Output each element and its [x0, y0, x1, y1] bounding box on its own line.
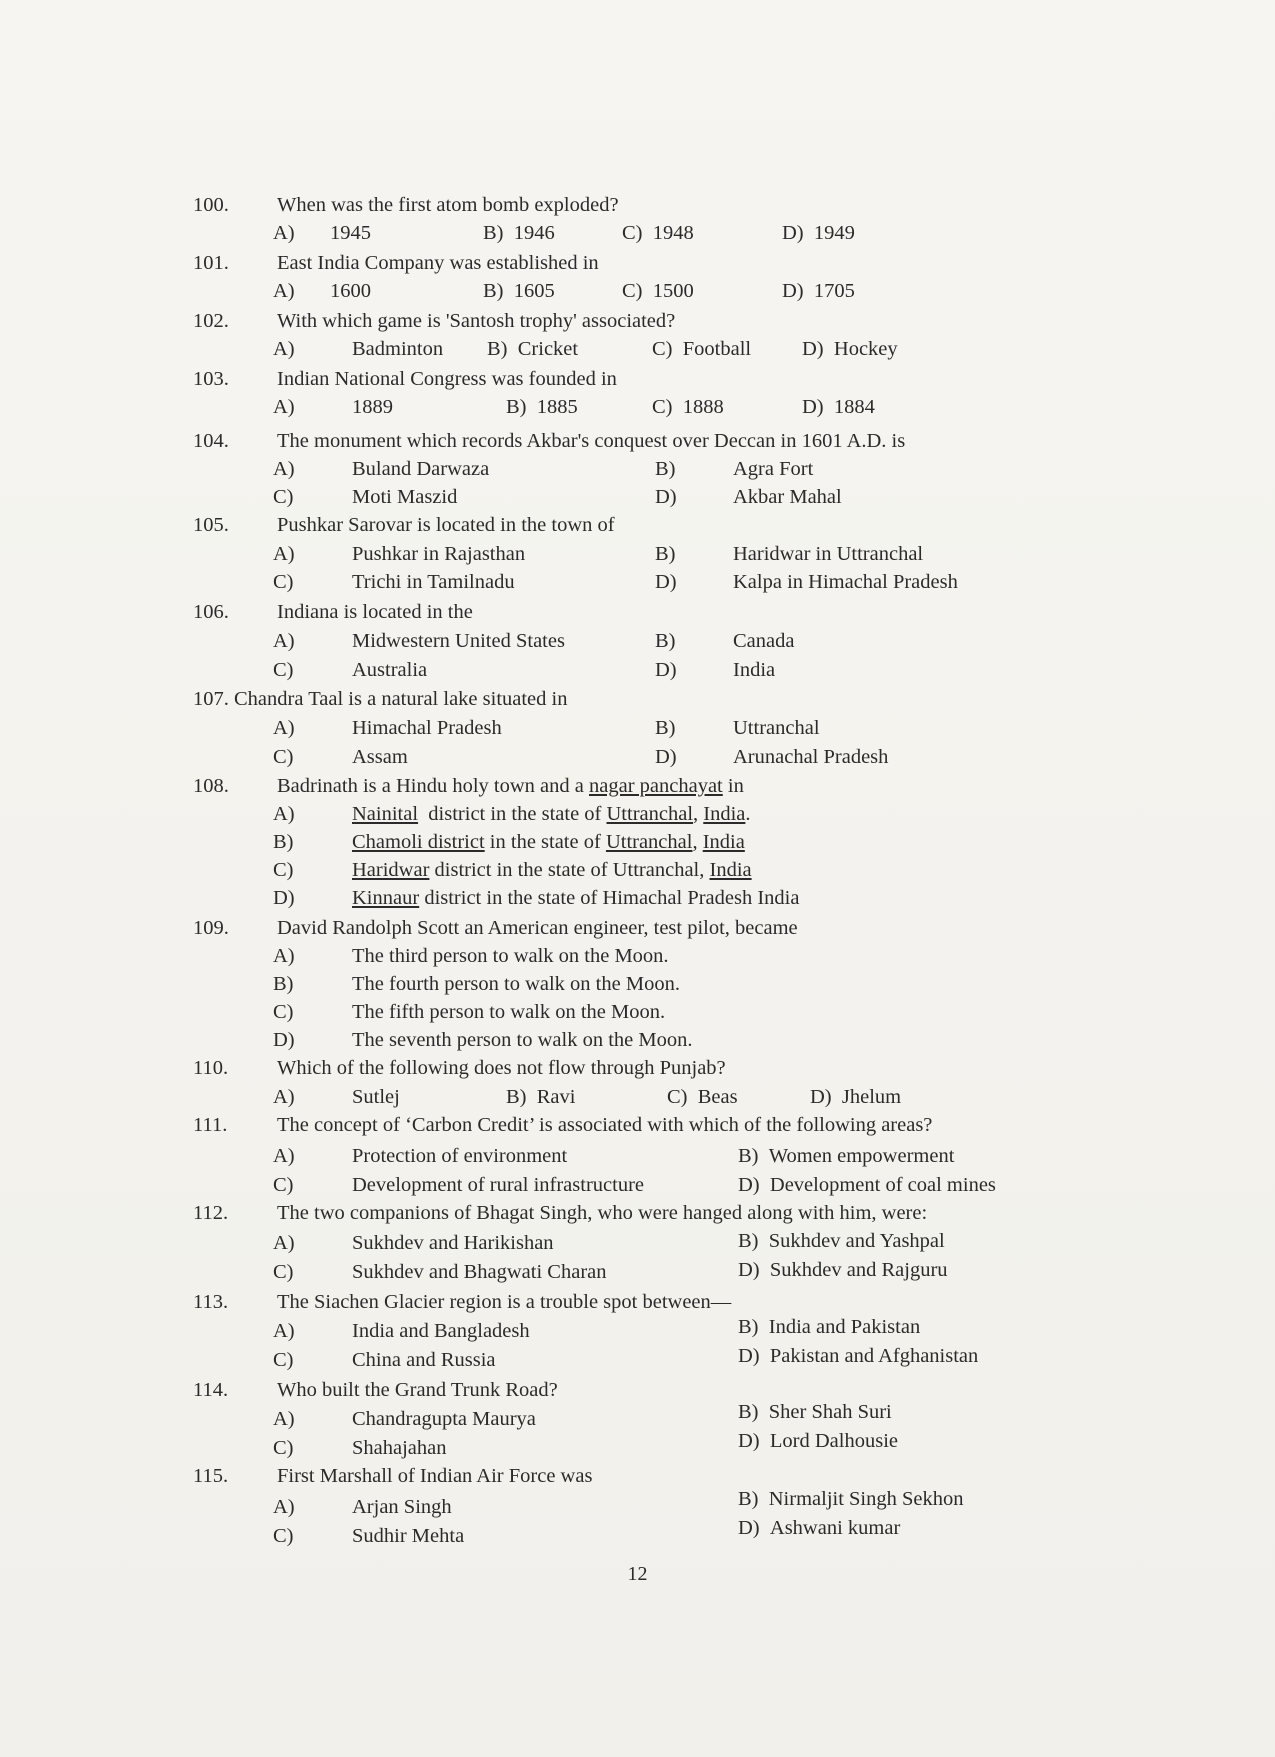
option-label: A): [273, 396, 295, 418]
option-b: [738, 1143, 954, 1169]
option-label: B): [655, 717, 676, 739]
option-c: [273, 1259, 294, 1285]
option-a: [273, 1084, 295, 1110]
option-text: Women empowerment: [768, 1145, 955, 1167]
question-text: Which of the following does not flow through Punjab?: [277, 1057, 726, 1079]
option-label: D): [738, 1259, 760, 1281]
question-text: Pushkar Sarovar is located in the town of: [277, 514, 615, 536]
option-label: B): [738, 1401, 759, 1423]
question-text: Indian National Congress was founded in: [277, 368, 617, 390]
option-text: 1605: [513, 280, 555, 302]
option-text: Sukhdev and Yashpal: [768, 1230, 945, 1252]
question-number: 101.: [193, 252, 229, 274]
question-text: East India Company was established in: [277, 252, 599, 274]
option-c-text: Sudhir Mehta: [352, 1525, 465, 1547]
link-india[interactable]: India: [703, 803, 746, 825]
option-text: 1884: [833, 396, 875, 418]
option-c: [273, 1172, 294, 1198]
option-d: [273, 1027, 295, 1053]
option-d: [802, 394, 875, 420]
option-a-text: Chandragupta Maurya: [352, 1408, 536, 1430]
option-b: [487, 336, 578, 362]
option-b: [506, 394, 578, 420]
option-b: [483, 278, 555, 304]
option-label: C): [622, 280, 643, 302]
question-text: First Marshall of Indian Air Force was: [277, 1465, 593, 1487]
option-c-text: Shahajahan: [352, 1437, 447, 1459]
option-d: [782, 278, 855, 304]
option-a: [273, 278, 295, 304]
option-c: [273, 857, 294, 883]
option-c-text: The fifth person to walk on the Moon.: [352, 1001, 666, 1023]
option-label: D): [782, 222, 804, 244]
option-text: Cricket: [517, 338, 579, 360]
option-a: [273, 628, 295, 654]
option-label: B): [738, 1316, 759, 1338]
link-india[interactable]: India: [702, 831, 745, 853]
option-d-text: Kalpa in Himachal Pradesh: [733, 571, 958, 593]
option-label: D): [782, 280, 804, 302]
option-c: [273, 999, 294, 1025]
option-c-text: Assam: [352, 746, 408, 768]
option-text: Hockey: [833, 338, 898, 360]
link-nagar-panchayat[interactable]: nagar panchayat: [589, 775, 723, 797]
option-b: [738, 1399, 892, 1425]
option-label: B): [506, 396, 527, 418]
option-d: [273, 885, 295, 911]
option-b: [738, 1314, 920, 1340]
option-label: B): [655, 458, 676, 480]
option-a-text: Protection of environment: [352, 1145, 568, 1167]
option-label: D): [273, 887, 295, 909]
option-label: B): [487, 338, 508, 360]
question-number: 112.: [193, 1202, 229, 1224]
option-a: [273, 801, 295, 827]
option-text: Nirmaljit Singh Sekhon: [768, 1488, 964, 1510]
option-b: [655, 628, 676, 654]
link-uttranchal[interactable]: Uttranchal: [606, 803, 694, 825]
option-label: A): [273, 630, 295, 652]
option-label: C): [273, 486, 294, 508]
option-label: B): [655, 630, 676, 652]
option-a-text: Sutlej: [352, 1086, 400, 1108]
option-d: [655, 484, 677, 510]
option-label: D): [802, 396, 824, 418]
link-nainital[interactable]: Nainital: [352, 803, 419, 825]
option-b: [655, 715, 676, 741]
option-label: B): [273, 831, 294, 853]
option-label: A): [273, 717, 295, 739]
option-c: [622, 220, 694, 246]
option-text: 1885: [536, 396, 578, 418]
option-label: C): [273, 571, 294, 593]
question-number: 100.: [193, 194, 229, 216]
option-label: D): [738, 1174, 760, 1196]
option-c-text: Development of rural infrastructure: [352, 1174, 645, 1196]
question-number: 115.: [193, 1465, 229, 1487]
option-label: A): [273, 1145, 295, 1167]
option-c-text: China and Russia: [352, 1349, 496, 1371]
option-c-text: Sukhdev and Bhagwati Charan: [352, 1261, 607, 1283]
option-text: Sukhdev and Rajguru: [769, 1259, 948, 1281]
option-d: [738, 1343, 978, 1369]
option-c: [273, 569, 294, 595]
option-c: [273, 744, 294, 770]
option-label: A): [273, 1408, 295, 1430]
option-text: 1500: [652, 280, 694, 302]
option-text: Lord Dalhousie: [769, 1430, 898, 1452]
option-a-text: Pushkar in Rajasthan: [352, 543, 526, 565]
option-label: D): [655, 486, 677, 508]
option-b: [273, 829, 294, 855]
option-a-text: India and Bangladesh: [352, 1320, 530, 1342]
link-chamoli-district[interactable]: Chamoli district: [352, 831, 485, 853]
option-label: C): [652, 338, 673, 360]
option-text: Pakistan and Afghanistan: [769, 1345, 979, 1367]
option-label: C): [273, 746, 294, 768]
question-number: 110.: [193, 1057, 229, 1079]
link-haridwar[interactable]: Haridwar: [352, 859, 430, 881]
option-d-text: Kinnaur district in the state of Himachal Pradesh India: [352, 887, 800, 909]
option-text: 1946: [513, 222, 555, 244]
question-text: The Siachen Glacier region is a trouble spot between—: [277, 1291, 732, 1313]
option-d: [738, 1515, 900, 1541]
page-number: 12: [627, 1563, 648, 1585]
option-a: [273, 541, 295, 567]
option-a-text: Buland Darwaza: [352, 458, 490, 480]
option-c-text: Moti Maszid: [352, 486, 458, 508]
option-a: [273, 336, 295, 362]
option-label: C): [273, 1001, 294, 1023]
option-d: [655, 569, 677, 595]
question-number: 111.: [193, 1114, 228, 1136]
option-label: C): [273, 1349, 294, 1371]
question-number: 103.: [193, 368, 229, 390]
option-label: D): [810, 1086, 832, 1108]
option-b: [273, 971, 294, 997]
option-label: C): [652, 396, 673, 418]
option-b-text: Haridwar in Uttranchal: [733, 543, 924, 565]
option-text: Beas: [697, 1086, 738, 1108]
option-text: India and Pakistan: [768, 1316, 921, 1338]
option-c: [273, 1523, 294, 1549]
option-label: D): [655, 659, 677, 681]
option-text: 1948: [652, 222, 694, 244]
option-d: [738, 1428, 898, 1454]
option-label: A): [273, 543, 295, 565]
option-label: A): [273, 1496, 295, 1518]
question-text: Chandra Taal is a natural lake situated in: [234, 688, 568, 710]
question-number: 114.: [193, 1379, 229, 1401]
option-a: [273, 1406, 295, 1432]
option-c: [273, 657, 294, 683]
option-a: [273, 220, 295, 246]
option-label: A): [273, 803, 295, 825]
option-label: D): [802, 338, 824, 360]
option-c-text: Australia: [352, 659, 428, 681]
question-number: 109.: [193, 917, 229, 939]
option-a: [273, 1143, 295, 1169]
option-d-text: Arunachal Pradesh: [733, 746, 889, 768]
option-b: [506, 1084, 575, 1110]
option-c: [622, 278, 694, 304]
option-a-text: Arjan Singh: [352, 1496, 452, 1518]
option-d: [802, 336, 898, 362]
option-text: Sher Shah Suri: [768, 1401, 892, 1423]
question-text: The concept of ‘Carbon Credit’ is associated with which of the following areas?: [277, 1114, 933, 1136]
option-d-text: India: [733, 659, 776, 681]
option-d-text: The seventh person to walk on the Moon.: [352, 1029, 693, 1051]
option-label: C): [273, 1437, 294, 1459]
option-c: [652, 394, 724, 420]
option-label: A): [273, 222, 295, 244]
option-d: [782, 220, 855, 246]
question-number: 113.: [193, 1291, 229, 1313]
option-label: C): [273, 1261, 294, 1283]
option-label: D): [655, 746, 677, 768]
option-c-text: Trichi in Tamilnadu: [352, 571, 515, 593]
option-label: A): [273, 945, 295, 967]
link-uttranchal[interactable]: Uttranchal: [605, 831, 693, 853]
option-a: [273, 456, 295, 482]
option-c: [652, 336, 751, 362]
option-b: [483, 220, 555, 246]
option-a: [273, 1494, 295, 1520]
option-a-text: Midwestern United States: [352, 630, 565, 652]
option-label: C): [667, 1086, 688, 1108]
option-label: D): [655, 571, 677, 593]
option-a-text: Himachal Pradesh: [352, 717, 502, 739]
option-a: [273, 943, 295, 969]
option-a: [273, 715, 295, 741]
option-a-text: 1600: [330, 280, 371, 302]
question-text: When was the first atom bomb exploded?: [277, 194, 619, 216]
option-a-text: 1889: [352, 396, 393, 418]
option-b-text: Agra Fort: [733, 458, 814, 480]
question-text: Who built the Grand Trunk Road?: [277, 1379, 558, 1401]
option-d: [738, 1172, 996, 1198]
option-b: [655, 456, 676, 482]
question-text: With which game is 'Santosh trophy' associated?: [277, 310, 676, 332]
option-label: C): [273, 1525, 294, 1547]
link-kinnaur[interactable]: Kinnaur: [352, 887, 420, 909]
option-d: [655, 657, 677, 683]
question-number: 102.: [193, 310, 229, 332]
option-a: [273, 1318, 295, 1344]
option-label: D): [738, 1517, 760, 1539]
option-label: A): [273, 1086, 295, 1108]
option-label: D): [738, 1345, 760, 1367]
question-text: The two companions of Bhagat Singh, who were hanged along with him, were:: [277, 1202, 928, 1224]
option-c-text: Haridwar district in the state of Uttranchal, India: [352, 859, 752, 881]
option-c: [667, 1084, 738, 1110]
question-line: [193, 686, 567, 712]
option-a-text: 1945: [330, 222, 371, 244]
question-number: 105.: [193, 514, 229, 536]
option-label: A): [273, 1320, 295, 1342]
question-number: 104.: [193, 430, 229, 452]
option-text: Jhelum: [841, 1086, 902, 1108]
option-b-text: Canada: [733, 630, 795, 652]
option-c: [273, 484, 294, 510]
option-a: [273, 1230, 295, 1256]
option-text: 1705: [813, 280, 855, 302]
option-label: D): [738, 1430, 760, 1452]
option-a-text: Badminton: [352, 338, 444, 360]
question-text: The monument which records Akbar's conquest over Deccan in 1601 A.D. is: [277, 430, 906, 452]
option-d: [810, 1084, 901, 1110]
question-number: 108.: [193, 775, 229, 797]
option-d: [655, 744, 677, 770]
option-text: 1888: [682, 396, 724, 418]
option-b: [738, 1228, 945, 1254]
option-label: A): [273, 458, 295, 480]
option-label: B): [655, 543, 676, 565]
option-label: B): [483, 280, 504, 302]
option-label: B): [273, 973, 294, 995]
question-number: 106.: [193, 601, 229, 623]
question-text: Badrinath is a Hindu holy town and a nagar panchayat in: [277, 775, 744, 797]
option-text: Ashwani kumar: [769, 1517, 901, 1539]
option-text: 1949: [813, 222, 855, 244]
option-label: C): [273, 659, 294, 681]
option-label: C): [622, 222, 643, 244]
option-label: B): [738, 1145, 759, 1167]
question-text: Indiana is located in the: [277, 601, 473, 623]
option-label: C): [273, 1174, 294, 1196]
option-b: [655, 541, 676, 567]
option-label: A): [273, 1232, 295, 1254]
option-label: A): [273, 338, 295, 360]
option-label: B): [738, 1230, 759, 1252]
option-b-text: Chamoli district in the state of Uttranchal, India: [352, 831, 745, 853]
option-text: Football: [682, 338, 752, 360]
option-text: Ravi: [536, 1086, 576, 1108]
option-label: B): [506, 1086, 527, 1108]
option-c: [273, 1435, 294, 1461]
option-d: [738, 1257, 948, 1283]
option-c: [273, 1347, 294, 1373]
option-b: [738, 1486, 964, 1512]
option-text: Development of coal mines: [769, 1174, 996, 1196]
link-india[interactable]: India: [709, 859, 752, 881]
option-label: A): [273, 280, 295, 302]
option-b-text: Uttranchal: [733, 717, 820, 739]
option-label: C): [273, 859, 294, 881]
option-a-text: Nainital district in the state of Uttranchal, India.: [352, 803, 751, 825]
option-a-text: The third person to walk on the Moon.: [352, 945, 669, 967]
option-a: [273, 394, 295, 420]
option-label: D): [273, 1029, 295, 1051]
option-b-text: The fourth person to walk on the Moon.: [352, 973, 680, 995]
question-text: David Randolph Scott an American engineer, test pilot, became: [277, 917, 798, 939]
question-number: 107.: [193, 688, 229, 710]
option-a-text: Sukhdev and Harikishan: [352, 1232, 554, 1254]
option-d-text: Akbar Mahal: [733, 486, 842, 508]
option-label: B): [483, 222, 504, 244]
option-label: B): [738, 1488, 759, 1510]
